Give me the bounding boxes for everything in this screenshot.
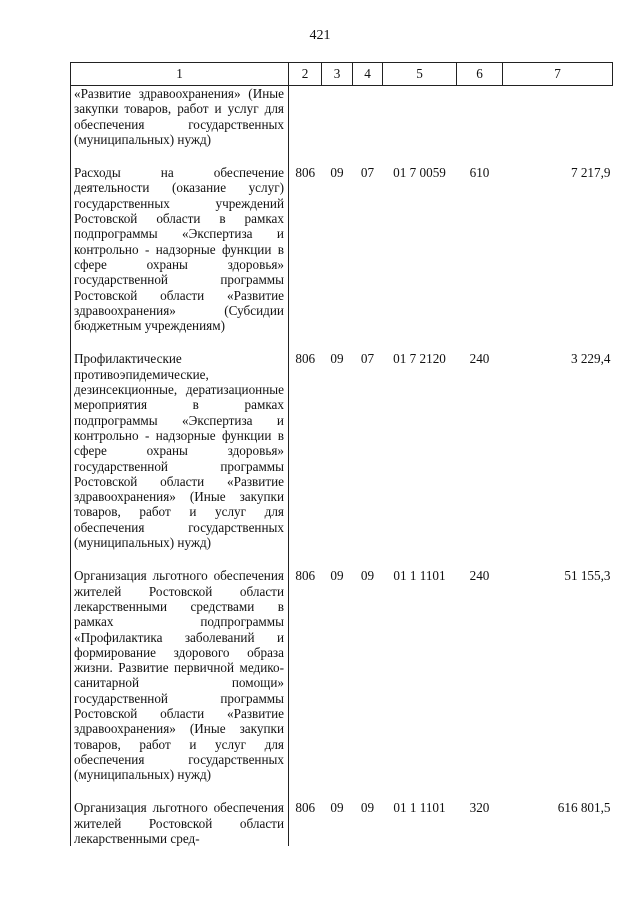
row-section: 09 [330,800,344,816]
row-ministry: 806 [295,165,316,181]
row-expense-type [457,86,503,166]
header-cell: 2 [289,63,322,86]
row-amount [503,86,613,166]
table-row [71,351,613,568]
row-ministry [289,86,322,166]
row-section: 09 [330,568,344,584]
header-cell: 7 [503,63,613,86]
row-expense-type: 240 [469,568,490,584]
row-subsection: 07 [360,165,375,181]
row-ministry: 806 [295,800,316,816]
header-cell: 4 [353,63,383,86]
row-amount: 3 229,4 [570,351,611,367]
header-cell: 6 [457,63,503,86]
header-cell: 3 [322,63,353,86]
row-name: Расходы на обеспечение деятельности (оказание услуг) государственных учреждений Ростовской области в рамках подпрограммы «Экспертиза и контрольно - надзорные функции в сфере охраны здоровья» государственной программы Ростовской области «Развитие здравоохранения» (Субсидии бюджетным учреждениям) [71,165,289,351]
row-ministry: 806 [295,568,316,584]
header-cell: 1 [71,63,289,86]
header-cell: 5 [383,63,457,86]
row-subsection: 07 [360,351,375,367]
row-subsection: 09 [360,568,375,584]
page-number: 421 [309,28,331,43]
row-name: Профилактические противоэпидемические, дезинсекционные, дератизационные мероприятия в рамках подпрограммы «Экспертиза и контрольно - надзорные функции в сфере охраны здоровья» государственной программы Ростовской области «Развитие здравоохранения» (Иные закупки товаров, работ и услуг для обеспечения государственных (муниципальных) нужд) [71,351,289,568]
table-row [71,800,613,846]
row-section: 09 [330,351,344,367]
row-amount: 616 801,5 [557,800,611,816]
row-name: Организация льготного обеспечения жителей Ростовской области лекарственными сред- [71,800,289,846]
row-name: «Развитие здравоохранения» (Иные закупки товаров, работ и услуг для обеспечения государственных (муниципальных) нужд) [71,86,289,166]
table-row [71,165,613,351]
row-subsection [353,86,383,166]
row-expense-type: 320 [469,800,490,816]
row-section [322,86,353,166]
row-subsection: 09 [360,800,375,816]
row-expense-type: 610 [469,165,490,181]
row-ministry: 806 [295,351,316,367]
row-target-article [383,86,457,166]
table-row [71,86,613,166]
row-amount: 7 217,9 [570,165,611,181]
header-row [71,63,613,86]
row-target-article: 01 7 0059 [393,165,446,181]
row-expense-type: 240 [469,351,490,367]
row-section: 09 [330,165,344,181]
row-target-article: 01 7 2120 [393,351,446,367]
budget-table [70,62,613,846]
row-target-article: 01 1 1101 [393,800,446,816]
table-row [71,568,613,800]
row-name: Организация льготного обеспечения жителей Ростовской области лекарственными средствами в рамках подпрограммы «Профилактика заболеваний и формирование здорового образа жизни. Развитие первичной медико-санитарной помощи» государственной программы Ростовской области «Развитие здравоохранения» (Иные закупки товаров, работ и услуг для обеспечения государственных (муниципальных) нужд) [71,568,289,800]
row-target-article: 01 1 1101 [393,568,446,584]
row-amount: 51 155,3 [564,568,611,584]
